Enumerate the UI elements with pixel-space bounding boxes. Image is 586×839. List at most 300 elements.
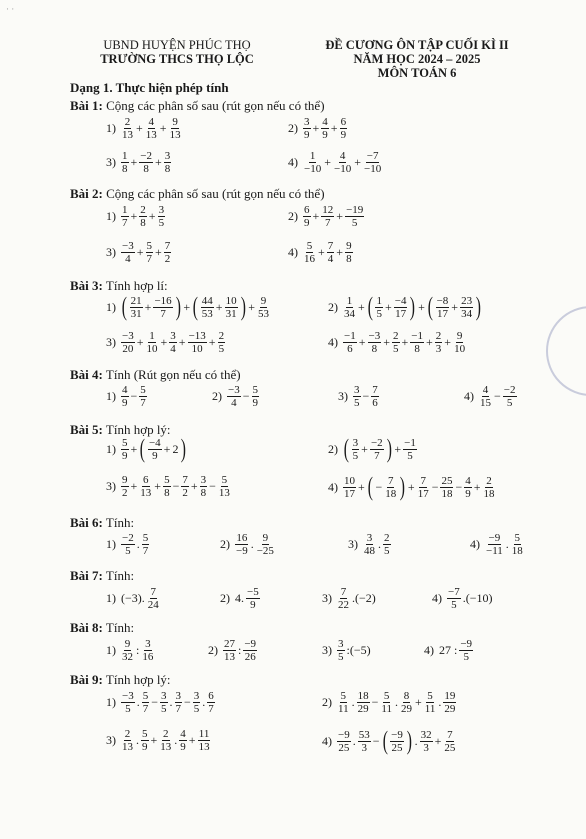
- document-title: [322, 38, 512, 80]
- denominator: 5: [193, 703, 200, 715]
- numerator: −3: [122, 240, 134, 252]
- fraction: [142, 690, 150, 715]
- operator: .: [202, 695, 206, 709]
- denominator: 6: [372, 397, 378, 409]
- numerator: 7: [420, 474, 426, 487]
- operator: +: [163, 441, 171, 456]
- operator: 2: [172, 441, 179, 456]
- numerator: −8: [436, 294, 449, 307]
- section-title: Dạng 1. Thực hiện phép tính: [70, 80, 229, 95]
- numerator: 9: [122, 474, 128, 486]
- numerator: 1: [122, 150, 128, 162]
- numerator: 3: [352, 436, 359, 449]
- item-number: 1): [106, 209, 116, 223]
- fraction: [464, 475, 472, 500]
- denominator: 9: [252, 397, 258, 409]
- denominator: 7: [142, 703, 149, 715]
- fraction: [121, 474, 129, 499]
- parenthesis: (: [427, 292, 433, 321]
- fraction: [121, 690, 135, 715]
- problem-7-title: Bài 7: Tính:: [70, 568, 135, 583]
- item-number: 3): [106, 335, 116, 349]
- denominator: 3: [361, 741, 367, 754]
- denominator: 7: [140, 397, 146, 409]
- operator: −: [209, 479, 216, 493]
- numerator: −19: [346, 204, 364, 216]
- denominator: 34: [461, 307, 473, 320]
- operator: +: [361, 441, 368, 456]
- numerator: 5: [340, 690, 347, 702]
- exercise-item: [106, 474, 232, 499]
- denominator: 4: [170, 343, 176, 355]
- numerator: 5: [142, 532, 149, 544]
- fraction: [153, 295, 172, 320]
- operator: +: [183, 299, 191, 314]
- denominator: 5: [161, 703, 167, 715]
- denominator: 13: [140, 487, 152, 499]
- operator: +: [354, 155, 361, 169]
- fraction: [459, 638, 473, 663]
- denominator: 8: [140, 217, 146, 229]
- denominator: 22: [338, 599, 349, 611]
- denominator: 13: [224, 651, 235, 663]
- numerator: 4: [482, 384, 489, 396]
- numerator: 6: [304, 204, 310, 216]
- exercise-item: [106, 240, 172, 265]
- operator: +: [384, 299, 392, 314]
- numerator: 1: [376, 294, 382, 307]
- item-number: 4): [322, 733, 332, 748]
- numerator: 9: [456, 330, 463, 342]
- denominator: 29: [400, 703, 412, 715]
- subject: MÔN TOÁN 6: [377, 66, 457, 80]
- denominator: 25: [391, 741, 403, 754]
- denominator: 16: [142, 651, 154, 663]
- fraction: [357, 690, 370, 715]
- numerator: 5: [306, 240, 313, 252]
- fraction: [511, 532, 524, 557]
- denominator: 31: [130, 307, 142, 320]
- parenthesis: ): [399, 472, 406, 501]
- numerator: 3: [338, 638, 344, 650]
- fraction: [139, 150, 153, 175]
- operator: +: [190, 479, 198, 493]
- title-line: ĐỀ CƯƠNG ÔN TẬP CUỐI KÌ II: [325, 38, 509, 52]
- operator: +: [130, 155, 138, 169]
- item-number: 3): [106, 733, 116, 747]
- problem-2-title: Bài 2: Cộng các phân số sau (rút gọn nếu có thể): [70, 186, 325, 201]
- numerator: 8: [403, 690, 410, 702]
- denominator: 11: [338, 703, 349, 715]
- fraction: [440, 475, 453, 500]
- fraction: [121, 384, 129, 409]
- denominator: 5: [338, 651, 344, 663]
- parenthesis: ): [240, 292, 246, 321]
- numerator: 1: [122, 204, 128, 216]
- numerator: −7: [366, 150, 379, 162]
- numerator: 32: [420, 728, 432, 741]
- operator: −: [372, 733, 380, 748]
- operator: +: [136, 245, 144, 259]
- item-number: 2): [322, 695, 332, 709]
- fraction: [337, 586, 350, 611]
- denominator: 16: [304, 253, 315, 265]
- numerator: 10: [225, 294, 237, 307]
- fraction: [333, 150, 352, 175]
- numerator: −3: [228, 384, 240, 396]
- problem-5-title: Bài 5: Tính hợp lý:: [70, 422, 171, 437]
- fraction: [200, 474, 208, 499]
- fraction: [417, 475, 430, 500]
- denominator: 32: [122, 651, 133, 663]
- numerator: 2: [218, 330, 225, 342]
- fraction: [363, 150, 382, 175]
- item-number: 1): [106, 591, 116, 605]
- fraction: [218, 330, 226, 355]
- denominator: 5: [125, 545, 131, 557]
- exercise-item: [288, 204, 365, 229]
- denominator: 5: [376, 307, 382, 320]
- numerator: 1: [149, 330, 155, 342]
- fraction: [235, 532, 249, 557]
- item-number: 4): [328, 479, 338, 494]
- parenthesis: (: [382, 726, 388, 755]
- numerator: 9: [262, 532, 269, 544]
- exercise-item: [106, 294, 271, 320]
- fraction: [243, 638, 257, 663]
- numerator: 3: [175, 690, 181, 702]
- exercise-item: [470, 532, 525, 557]
- item-number: 1): [106, 695, 116, 709]
- fraction: [380, 690, 393, 715]
- exercise-item: [322, 690, 457, 715]
- parenthesis: (: [367, 472, 373, 501]
- parenthesis: ): [181, 434, 187, 463]
- fraction: [303, 150, 322, 175]
- numerator: −3: [368, 330, 381, 342]
- exercise-item: [106, 436, 188, 462]
- operator: .: [378, 537, 381, 551]
- item-number: 1): [106, 441, 116, 456]
- fraction: [321, 204, 334, 229]
- numerator: −7: [448, 586, 460, 598]
- fraction: [256, 532, 275, 557]
- item-number: 1): [106, 389, 116, 403]
- fraction: [345, 204, 364, 229]
- operator: +: [358, 335, 366, 349]
- denominator: 13: [218, 487, 230, 499]
- fraction: [327, 240, 335, 265]
- operator: :: [238, 643, 242, 657]
- denominator: 4: [327, 253, 334, 265]
- fraction: [403, 437, 417, 462]
- parenthesis: ): [410, 292, 416, 321]
- operator: +: [426, 335, 433, 349]
- item-number: 4): [288, 155, 298, 169]
- operator: +: [312, 209, 320, 223]
- operator: +: [154, 479, 162, 493]
- operator: :: [136, 643, 140, 657]
- fraction: [218, 474, 231, 499]
- fraction: [337, 690, 350, 715]
- denominator: 48: [364, 545, 375, 557]
- denominator: 7: [142, 545, 149, 557]
- item-number: 3): [106, 155, 116, 169]
- denominator: 18: [441, 487, 453, 500]
- numerator: −4: [148, 436, 161, 449]
- fraction: [179, 728, 187, 753]
- denominator: 7: [146, 253, 152, 265]
- operator: −: [242, 389, 250, 403]
- numerator: 9: [346, 240, 352, 252]
- operator: +: [160, 335, 168, 349]
- parenthesis: (: [140, 434, 146, 463]
- denominator: 6: [347, 343, 353, 355]
- fraction: [141, 728, 149, 753]
- exercise-item: [106, 638, 155, 663]
- fraction: [303, 240, 316, 265]
- numerator: 10: [344, 474, 355, 487]
- fraction: [169, 330, 177, 355]
- fraction: [147, 586, 160, 611]
- numerator: 1: [309, 150, 316, 162]
- numerator: −3: [122, 690, 134, 702]
- numerator: 16: [236, 532, 248, 544]
- denominator: 8: [371, 343, 378, 355]
- numerator: −13: [188, 330, 206, 342]
- denominator: 13: [160, 741, 172, 753]
- numerator: −2: [140, 150, 152, 162]
- exercise-item: [106, 150, 172, 175]
- fraction: [340, 116, 348, 141]
- operator: +: [248, 299, 256, 314]
- operator: +: [136, 335, 144, 349]
- problem-9-title: Bài 9: Tính hợp lý:: [70, 672, 171, 687]
- operator: .: [250, 537, 254, 551]
- exercise-item: [432, 586, 493, 611]
- numerator: 2: [486, 474, 492, 487]
- operator: .(−10): [462, 591, 493, 605]
- item-number: 1): [106, 299, 116, 314]
- denominator: −9: [236, 545, 248, 557]
- denominator: 15: [480, 397, 491, 409]
- operator: −: [172, 479, 180, 493]
- denominator: 9: [304, 217, 310, 229]
- denominator: 20: [122, 343, 134, 355]
- fraction: [321, 116, 329, 141]
- fraction: [375, 295, 383, 320]
- denominator: 10: [191, 343, 203, 355]
- fraction: [252, 384, 260, 409]
- denominator: 31: [225, 307, 237, 320]
- exercise-item: [106, 532, 150, 557]
- operator: +: [336, 209, 344, 223]
- problem-8-title: Bài 8: Tính:: [70, 620, 135, 635]
- numerator: 2: [124, 116, 131, 128]
- denominator: 5: [451, 599, 457, 611]
- denominator: 17: [395, 307, 407, 320]
- numerator: 7: [150, 586, 157, 598]
- fraction: [121, 204, 129, 229]
- exercise-item: [328, 474, 497, 500]
- denominator: 8: [414, 343, 420, 355]
- exercise-item: [328, 294, 483, 320]
- exercise-item: [220, 532, 276, 557]
- denominator: 5: [393, 343, 399, 355]
- exercise-item: [106, 116, 183, 141]
- fraction: [121, 150, 129, 175]
- fraction: [246, 586, 260, 611]
- numerator: 9: [260, 294, 267, 307]
- fraction: [479, 384, 492, 409]
- operator: +: [136, 121, 143, 135]
- denominator: 13: [145, 129, 157, 141]
- operator: −: [151, 695, 158, 709]
- numerator: 4: [465, 474, 471, 487]
- numerator: 3: [170, 330, 176, 342]
- numerator: 19: [444, 690, 456, 702]
- operator: +: [188, 733, 196, 747]
- denominator: 3: [423, 741, 429, 754]
- denominator: 9: [122, 449, 128, 462]
- operator: +: [159, 121, 167, 135]
- fraction: [394, 295, 408, 320]
- denominator: 7: [160, 307, 166, 320]
- exercise-item: [322, 586, 377, 611]
- numerator: −9: [488, 532, 501, 544]
- numerator: 6: [143, 474, 149, 486]
- denominator: 18: [483, 487, 495, 500]
- fraction: [392, 330, 400, 355]
- exercise-item: [106, 690, 216, 715]
- fraction: [443, 690, 456, 715]
- denominator: 5: [407, 449, 413, 462]
- fraction: [337, 638, 345, 663]
- item-number: 4): [328, 335, 338, 349]
- fraction: [158, 204, 166, 229]
- fraction: [483, 475, 496, 500]
- numerator: 44: [201, 294, 213, 307]
- exercise-item: [338, 384, 380, 409]
- item-number: 2): [288, 121, 298, 135]
- denominator: 8: [346, 253, 352, 265]
- fraction: [303, 116, 311, 141]
- denominator: 8: [143, 163, 149, 175]
- denominator: 17: [344, 487, 355, 500]
- numerator: 3: [145, 638, 151, 650]
- exercise-item: [328, 330, 467, 355]
- operator: .: [351, 695, 355, 709]
- fraction: [485, 532, 504, 557]
- numerator: 3: [193, 690, 200, 702]
- fraction: [420, 729, 433, 754]
- item-number: 1): [106, 643, 116, 657]
- numerator: 5: [142, 690, 149, 702]
- numerator: −9: [391, 728, 403, 741]
- fraction: [145, 116, 158, 141]
- fraction: [139, 384, 147, 409]
- numerator: 3: [158, 204, 165, 216]
- operator: −: [362, 389, 370, 403]
- operator: −: [455, 479, 463, 494]
- fraction: [121, 638, 134, 663]
- operator: .: [414, 733, 418, 748]
- fraction: [424, 690, 437, 715]
- fraction: [141, 638, 154, 663]
- operator: +: [336, 245, 344, 259]
- operator: +: [130, 479, 138, 493]
- exercise-item: [106, 330, 226, 355]
- denominator: 10: [454, 343, 466, 355]
- operator: 4.: [235, 591, 244, 605]
- numerator: 9: [172, 116, 178, 128]
- denominator: 9: [152, 449, 158, 462]
- numerator: 2: [393, 330, 399, 342]
- fraction: [370, 437, 384, 462]
- denominator: 9: [465, 487, 471, 500]
- problem-6-title: Bài 6: Tính:: [70, 515, 135, 530]
- operator: −: [371, 695, 379, 709]
- denominator: 18: [385, 487, 397, 500]
- operator: +: [215, 299, 223, 314]
- denominator: 8: [164, 487, 170, 499]
- denominator: 2: [164, 253, 171, 265]
- exercise-item: [328, 436, 418, 462]
- problem-1-title: Bài 1: Cộng các phân số sau (rút gọn nếu có thể): [70, 98, 325, 113]
- operator: 27 :: [439, 643, 458, 657]
- fraction: [400, 690, 413, 715]
- denominator: 53: [201, 307, 213, 320]
- numerator: 5: [252, 384, 258, 396]
- numerator: 7: [447, 728, 453, 741]
- operator: +: [130, 209, 138, 223]
- district-name: UBND HUYỆN PHÚC THỌ: [103, 38, 251, 52]
- operator: .: [136, 733, 139, 747]
- denominator: 11: [424, 703, 436, 715]
- operator: +: [414, 695, 422, 709]
- numerator: 4: [122, 384, 128, 396]
- numerator: 1: [346, 294, 353, 307]
- numerator: 7: [372, 384, 378, 396]
- fraction: [164, 150, 172, 175]
- numerator: 18: [357, 690, 369, 702]
- item-number: 3): [322, 643, 332, 657]
- fraction: [223, 638, 236, 663]
- denominator: 9: [340, 129, 347, 141]
- numerator: 5: [383, 690, 390, 702]
- fraction: [121, 240, 135, 265]
- parenthesis: ): [406, 726, 412, 755]
- denominator: 5: [158, 217, 165, 229]
- denominator: 13: [122, 129, 133, 141]
- operator: .: [169, 695, 173, 709]
- numerator: 7: [164, 240, 171, 252]
- fraction: [121, 728, 134, 753]
- item-number: 4): [464, 389, 474, 403]
- denominator: 7: [122, 217, 128, 229]
- operator: .(−2): [352, 591, 376, 605]
- school-year: NĂM HỌC 2024 – 2025: [353, 52, 481, 66]
- numerator: 25: [441, 474, 453, 487]
- numerator: 23: [461, 294, 473, 307]
- fraction: [146, 330, 159, 355]
- operator: +: [312, 121, 320, 135]
- numerator: −9: [244, 638, 257, 650]
- parenthesis: (: [367, 292, 373, 321]
- exercise-item: [106, 728, 212, 753]
- operator: +: [434, 733, 442, 748]
- operator: +: [473, 479, 481, 494]
